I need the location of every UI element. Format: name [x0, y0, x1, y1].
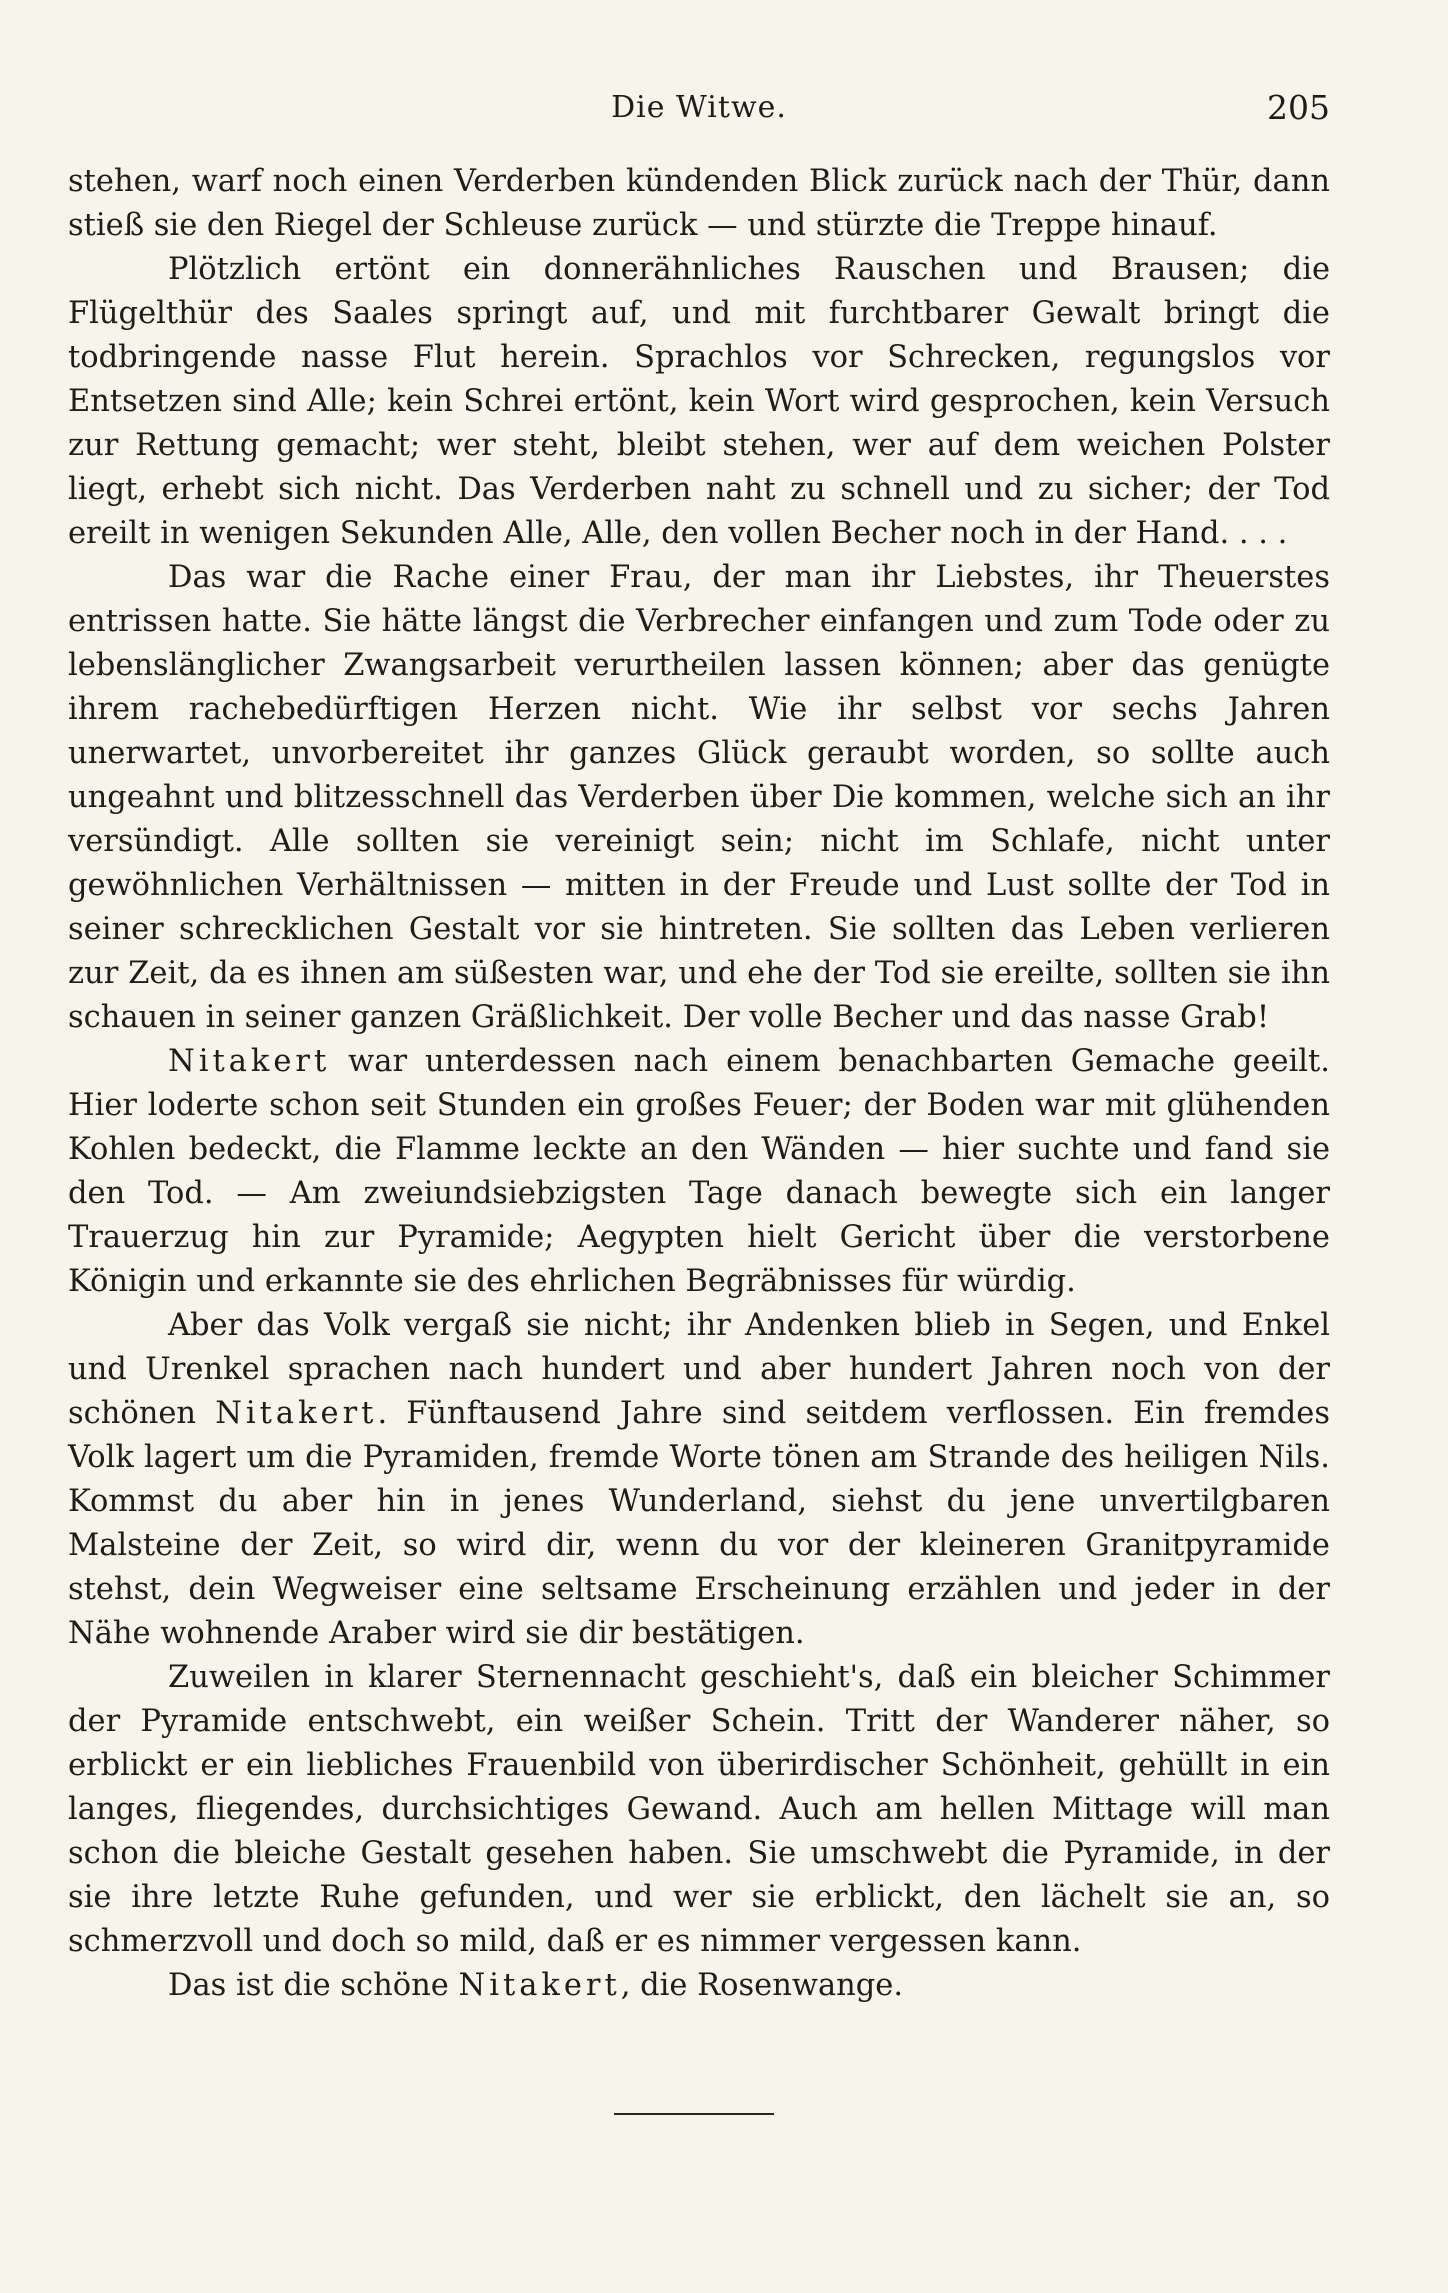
page-number: 205 [1267, 88, 1330, 127]
paragraph-4-text: war unterdessen nach einem benachbarten Gemache geeilt. Hier loderte schon seit Stunden ein großes Feuer; der Boden war mit glühenden Kohlen bedeckt, die Flamme leckte an den Wänden — hier suchte und fand sie den Tod. — Am zweiundsiebzigsten Tage danach bewegte sich ein langer Trauerzug hin zur Pyramide; Aegypten hielt Gericht über die verstorbene Königin und erkannte sie des ehrlichen Begräbnisses für würdig. [68, 1044, 1330, 1299]
paragraph-5-text-before: Aber das Volk vergaß sie nicht; ihr Andenken blieb in Segen, und Enkel und Urenkel sprachen nach hundert und aber hundert Jahren noch von der schönen [68, 1308, 1330, 1431]
paragraph-5 [68, 1304, 1330, 1656]
paragraph-6: Zuweilen in klarer Sternennacht geschieht's, daß ein bleicher Schimmer der Pyramide entschwebt, ein weißer Schein. Tritt der Wanderer näher, so erblickt er ein liebliches Frauenbild von überirdischer Schönheit, gehüllt in ein langes, fliegendes, durchsichtiges Gewand. Auch am hellen Mittage will man schon die bleiche Gestalt gesehen haben. Sie umschwebt die Pyramide, in der sie ihre letzte Ruhe gefunden, und wer sie erblickt, den lächelt sie an, so schmerzvoll und doch so mild, daß er es nimmer vergessen kann. [68, 1660, 1330, 1959]
body-text [68, 160, 1330, 2008]
paragraph-3: Das war die Rache einer Frau, der man ihr Liebstes, ihr Theuerstes entrissen hatte. Sie hätte längst die Verbrecher einfangen und zum Tode oder zu lebenslänglicher Zwangsarbeit verurtheilen lassen können; aber das genügte ihrem rachebedürftigen Herzen nicht. Wie ihr selbst vor sechs Jahren unerwartet, unvorbereitet ihr ganzes Glück geraubt worden, so sollte auch ungeahnt und blitzesschnell das Verderben über Die kommen, welche sich an ihr versündigt. Alle sollten sie vereinigt sein; nicht im Schlafe, nicht unter gewöhnlichen Verhältnissen — mitten in der Freude und Lust sollte der Tod in seiner schrecklichen Gestalt vor sie hintreten. Sie sollten das Leben verlieren zur Zeit, da es ihnen am süßesten war, und ehe der Tod sie ereilte, sollten sie ihn schauen in seiner ganzen Gräßlichkeit. Der volle Becher und das nasse Grab! [68, 560, 1330, 1035]
chapter-end-rule [614, 2113, 774, 2115]
paragraph-5-text-after: . Fünftausend Jahre sind seitdem verflossen. Ein fremdes Volk lagert um die Pyramiden, fremde Worte tönen am Strande des heiligen Nils. Kommst du aber hin in jenes Wunderland, siehst du jene unvertilgbaren Malsteine der Zeit, so wird dir, wenn du vor der kleineren Granitpyramide stehst, dein Wegweiser eine seltsame Erscheinung erzählen und jeder in der Nähe wohnende Araber wird sie dir bestätigen. [68, 1396, 1330, 1651]
spaced-name: Nitakert [168, 1044, 331, 1079]
running-title: Die Witwe. [611, 90, 787, 125]
paragraph-7 [68, 1964, 1330, 2008]
paragraph-7-text-after: , die Rosenwange. [620, 1968, 904, 2003]
paragraph-7-text-before: Das ist die schöne [168, 1968, 459, 2003]
paragraph-2: Plötzlich ertönt ein donnerähnliches Rauschen und Brausen; die Flügelthür des Saales springt auf, und mit furchtbarer Gewalt bringt die todbringende nasse Flut herein. Sprachlos vor Schrecken, regungslos vor Entsetzen sind Alle; kein Schrei ertönt, kein Wort wird gesprochen, kein Versuch zur Rettung gemacht; wer steht, bleibt stehen, wer auf dem weichen Polster liegt, erhebt sich nicht. Das Verderben naht zu schnell und zu sicher; der Tod ereilt in wenigen Sekunden Alle, Alle, den vollen Becher noch in der Hand. . . . [68, 252, 1330, 551]
spaced-name: Nitakert [458, 1968, 621, 2003]
paragraph-1: stehen, warf noch einen Verderben kündenden Blick zurück nach der Thür, dann stieß sie den Riegel der Schleuse zurück — und stürzte die Treppe hinauf. [68, 164, 1330, 243]
spaced-name: Nitakert [215, 1396, 378, 1431]
paragraph-4 [68, 1040, 1330, 1304]
page-header [68, 82, 1330, 134]
